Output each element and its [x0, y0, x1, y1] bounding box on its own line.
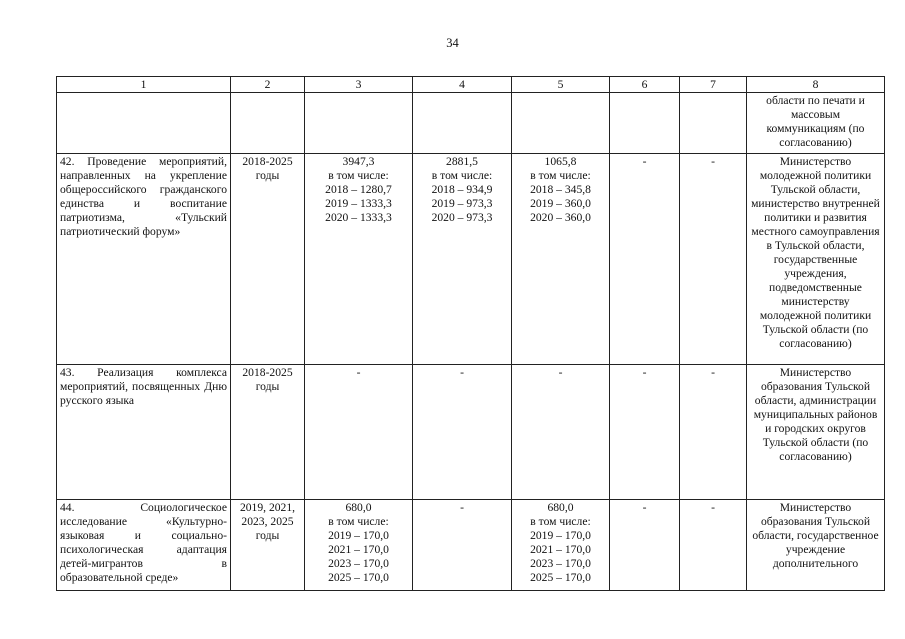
total-funding-cell — [305, 93, 413, 154]
executor-cell: Министерство молодежной политики Тульской области, министерство внутренней политики и развития местного самоуправления в Тульской области, государственные учреждения, подведомственные министерству молодежной политики Тульской области (по согласованию) — [747, 154, 885, 365]
regional-funding-cell — [512, 500, 610, 591]
funding-line: в том числе: — [328, 169, 389, 182]
period-cell: 2018-2025 годы — [231, 154, 305, 365]
funding-line: - — [558, 366, 563, 379]
funding-line: 2020 – 1333,3 — [325, 211, 392, 224]
column-7-cell: - — [680, 500, 747, 591]
column-6-cell: - — [610, 500, 680, 591]
column-7-cell: - — [680, 365, 747, 500]
regional-funding-cell — [512, 154, 610, 365]
table-row — [57, 500, 885, 591]
column-7-cell: - — [680, 154, 747, 365]
measure-name: 42. Проведение мероприятий, направленных на укрепление общероссийского гражданского единства и воспитание патриотизма, «Тульский патриотический форум» — [57, 154, 231, 365]
funding-line: 3947,3 — [342, 155, 375, 168]
funding-line: 2023 – 170,0 — [328, 557, 389, 570]
funding-line: 2020 – 973,3 — [431, 211, 493, 224]
funding-line: в том числе: — [530, 515, 591, 528]
funding-line: 1065,8 — [544, 155, 577, 168]
table-row — [57, 365, 885, 500]
total-funding-cell — [305, 154, 413, 365]
measure-name: 43. Реализация комплекса мероприятий, посвященных Дню русского языка — [57, 365, 231, 500]
funding-line: - — [460, 501, 464, 514]
period-cell — [231, 93, 305, 154]
funding-line: 2019 – 170,0 — [530, 529, 591, 542]
header-cell-7: 7 — [680, 77, 747, 93]
funding-line: 2018 – 934,9 — [431, 183, 493, 196]
funding-line: 2025 – 170,0 — [328, 571, 389, 584]
federal-funding-cell — [413, 154, 512, 365]
funding-line: 2019 – 360,0 — [530, 197, 591, 210]
funding-line: 2020 – 360,0 — [530, 211, 591, 224]
measure-name: 44. Социологическое исследование «Культурно-языковая и социально-психологическая адаптация детей-мигрантов в образовательной среде» — [57, 500, 231, 591]
funding-line: 2018 – 345,8 — [530, 183, 591, 196]
funding-line: 680,0 — [547, 501, 574, 514]
header-cell-8: 8 — [747, 77, 885, 93]
header-cell-6: 6 — [610, 77, 680, 93]
table-row — [57, 93, 885, 154]
funding-line: 680,0 — [345, 501, 372, 514]
regional-funding-cell — [512, 365, 610, 500]
period-cell: 2019, 2021, 2023, 2025 годы — [231, 500, 305, 591]
funding-line: 2025 – 170,0 — [530, 571, 591, 584]
funding-line: 2021 – 170,0 — [328, 543, 389, 556]
column-6-cell: - — [610, 365, 680, 500]
column-6-cell: - — [610, 154, 680, 365]
federal-funding-cell — [413, 365, 512, 500]
funding-line: 2881,5 — [446, 155, 478, 168]
total-funding-cell — [305, 500, 413, 591]
funding-line: 2019 – 1333,3 — [325, 197, 392, 210]
regional-funding-cell — [512, 93, 610, 154]
header-cell-5: 5 — [512, 77, 610, 93]
header-cell-3: 3 — [305, 77, 413, 93]
header-cell-4: 4 — [413, 77, 512, 93]
executor-cell: области по печати и массовым коммуникациям (по согласованию) — [747, 93, 885, 154]
funding-line: - — [460, 366, 464, 379]
page-number: 34 — [446, 36, 459, 50]
funding-line: 2019 – 170,0 — [328, 529, 389, 542]
executor-cell: Министерство образования Тульской области, администрации муниципальных районов и городских округов Тульской области (по согласованию) — [747, 365, 885, 500]
column-7-cell — [680, 93, 747, 154]
funding-line: в том числе: — [530, 169, 591, 182]
period-cell: 2018-2025 годы — [231, 365, 305, 500]
funding-line: в том числе: — [431, 169, 493, 182]
column-6-cell — [610, 93, 680, 154]
measure-name — [57, 93, 231, 154]
funding-line: 2021 – 170,0 — [530, 543, 591, 556]
table-row — [57, 154, 885, 365]
header-cell-2: 2 — [231, 77, 305, 93]
funding-line: 2018 – 1280,7 — [325, 183, 392, 196]
federal-funding-cell — [413, 500, 512, 591]
total-funding-cell — [305, 365, 413, 500]
header-row — [57, 77, 885, 93]
header-cell-1: 1 — [57, 77, 231, 93]
funding-line: 2023 – 170,0 — [530, 557, 591, 570]
funding-line: - — [356, 366, 361, 379]
funding-line: 2019 – 973,3 — [431, 197, 493, 210]
federal-funding-cell — [413, 93, 512, 154]
measures-table — [56, 76, 885, 591]
executor-cell: Министерство образования Тульской области, государственное учреждение дополнительного — [747, 500, 885, 591]
funding-line: в том числе: — [328, 515, 389, 528]
